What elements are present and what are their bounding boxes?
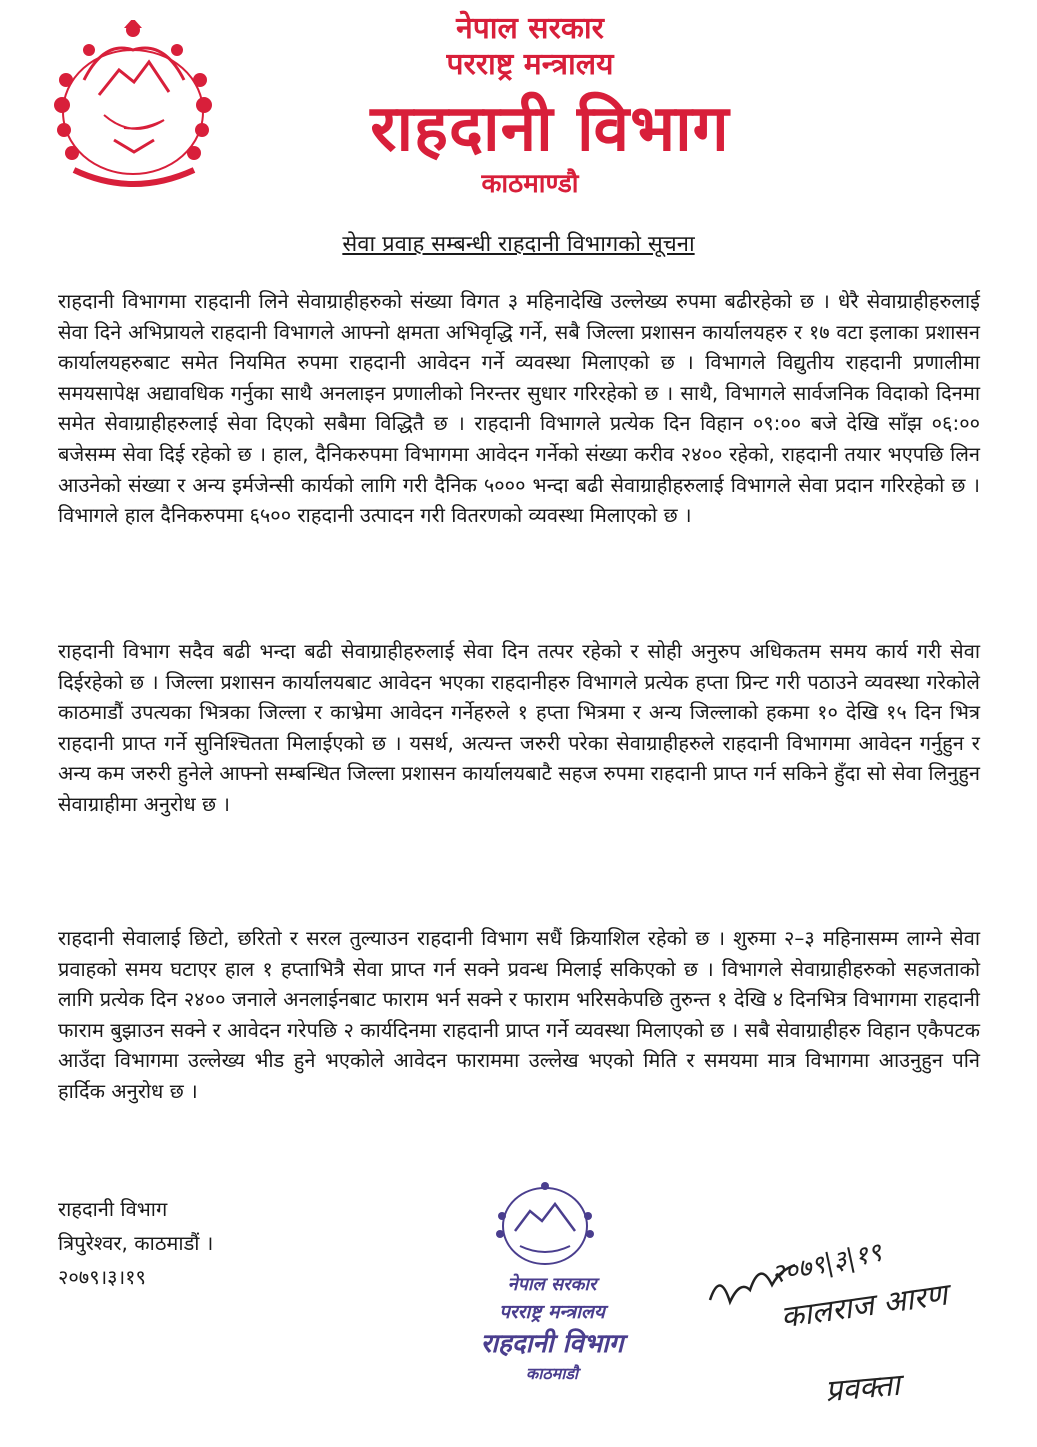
stamp-line: परराष्ट्र मन्त्रालय xyxy=(499,1301,605,1323)
letterhead-ministry: परराष्ट्र मन्त्रालय xyxy=(446,47,614,82)
letterhead-department: राहदानी विभाग xyxy=(370,92,730,166)
notice-title: सेवा प्रवाह सम्बन्धी राहदानी विभागको सूचना xyxy=(342,232,695,257)
sender-block xyxy=(58,1192,213,1294)
signatory-title: प्रवक्ता xyxy=(823,1367,902,1410)
sender-office: राहदानी विभाग xyxy=(58,1197,168,1221)
signature-date: २०७९|३|१९ xyxy=(768,1237,885,1291)
notice-paragraph: राहदानी विभागमा राहदानी लिने सेवाग्राहीहरुको संख्या विगत ३ महिनादेखि उल्लेख्य रुपमा बढीरहेको छ । धेरै सेवाग्राहीहरुलाई सेवा दिने अभिप्रायले राहदानी विभागले आफ्नो क्षमता अभिवृद्धि गर्ने, सबै जिल्ला प्रशासन कार्यालयहरु र १७ वटा इलाका प्रशासन कार्यालयहरुबाट समेत नियमित रुपमा राहदानी आवेदन गर्ने व्यवस्था मिलाएको छ । विभागले विद्युतीय राहदानी प्रणालीमा समयसापेक्ष अद्यावधिक गर्नुका साथै अनलाइन प्रणालीको निरन्तर सुधार गरिरहेको छ । साथै, विभागले सार्वजनिक विदाको दिनमा समेत सेवाग्राहीहरुलाई सेवा दिएको सबैमा विद्धितै छ । राहदानी विभागले प्रत्येक दिन विहान ०९:०० बजे देखि साँझ ०६:०० बजेसम्म सेवा दिई रहेको छ । हाल, दैनिकरुपमा विभागमा आवेदन गर्नेको संख्या करीव २४०० रहेको, राहदानी तयार भएपछि लिन आउनेको संख्या र अन्य इर्मजेन्सी कार्यको लागि गरी दैनिक ५००० भन्दा बढी सेवाग्राहीहरुलाई विभागले सेवा प्रदान गरिरहेको छ । विभागले हाल दैनिकरुपमा ६५०० राहदानी उत्पादन गरी वितरणको व्यवस्था मिलाएको छ । xyxy=(58,289,980,528)
notice-paragraph: राहदानी सेवालाई छिटो, छरितो र सरल तुल्याउन राहदानी विभाग सधैं क्रियाशिल रहेको छ । शुरुमा २–३ महिनासम्म लाग्ने सेवा प्रवाहको समय घटाएर हाल १ हप्ताभित्रै सेवा प्राप्त गर्न सक्ने प्रवन्ध मिलाई सकिएको छ । विभागले सेवाग्राहीहरुको सहजताको लागि प्रत्येक दिन २४०० जनाले अनलाईनबाट फाराम भर्न सक्ने र फाराम भरिसकेपछि तुरुन्त १ देखि ४ दिनभित्र विभागमा राहदानी फाराम बुझाउन सक्ने र आवेदन गरेपछि २ कार्यदिनमा राहदानी प्राप्त गर्ने व्यवस्था मिलाएको छ । सबै सेवाग्राहीहरु विहान एकैपटक आउँदा विभागमा उल्लेख्य भीड हुने भएकोले आवेदन फाराममा उल्लेख भएको मिति र समयमा मात्र विभागमा आउनुहुन पनि हार्दिक अनुरोध छ । xyxy=(58,926,980,1103)
letterhead-government: नेपाल सरकार xyxy=(456,11,604,46)
notice-paragraph: राहदानी विभाग सदैव बढी भन्दा बढी सेवाग्राहीहरुलाई सेवा दिन तत्पर रहेको र सोही अनुरुप अधिकतम समय कार्य गरी सेवा दिईरहेको छ । जिल्ला प्रशासन कार्यालयबाट आवेदन भएका राहदानीहरु विभागले प्रत्येक हप्ता प्रिन्ट गरी पठाउने व्यवस्था गरेकोले काठमाडौं उपत्यका भित्रका जिल्ला र काभ्रेमा आवेदन गर्नेहरुले १ हप्ता भित्रमा र अन्य जिल्लाको हकमा १० देखि १५ दिन भित्र राहदानी प्राप्त गर्ने सुनिश्चितता मिलाईएको छ । यसर्थ, अत्यन्त जरुरी परेका सेवाग्राहीहरुले राहदानी विभागमा आवेदन गर्नुहुन र अन्य कम जरुरी हुनेले आफ्नो सम्बन्धित जिल्ला प्रशासन कार्यालयबाटै सहज रुपमा राहदानी प्राप्त गर्न सकिने हुँदा सो सेवा लिनुहुन सेवाग्राहीमा अनुरोध छ । xyxy=(58,639,980,816)
sender-address: त्रिपुरेश्वर, काठमाडौं । xyxy=(58,1231,214,1255)
stamp-line: काठमाडौ xyxy=(525,1364,579,1383)
stamp-line: नेपाल सरकार xyxy=(507,1274,597,1295)
nepal-emblem-logo xyxy=(44,20,222,198)
stamp-line: राहदानी विभाग xyxy=(480,1329,624,1359)
signatory-name: कालराज आरण xyxy=(778,1277,950,1336)
sender-date: २०७९।३।१९ xyxy=(58,1265,146,1289)
letterhead-city: काठमाण्डौ xyxy=(481,169,579,199)
